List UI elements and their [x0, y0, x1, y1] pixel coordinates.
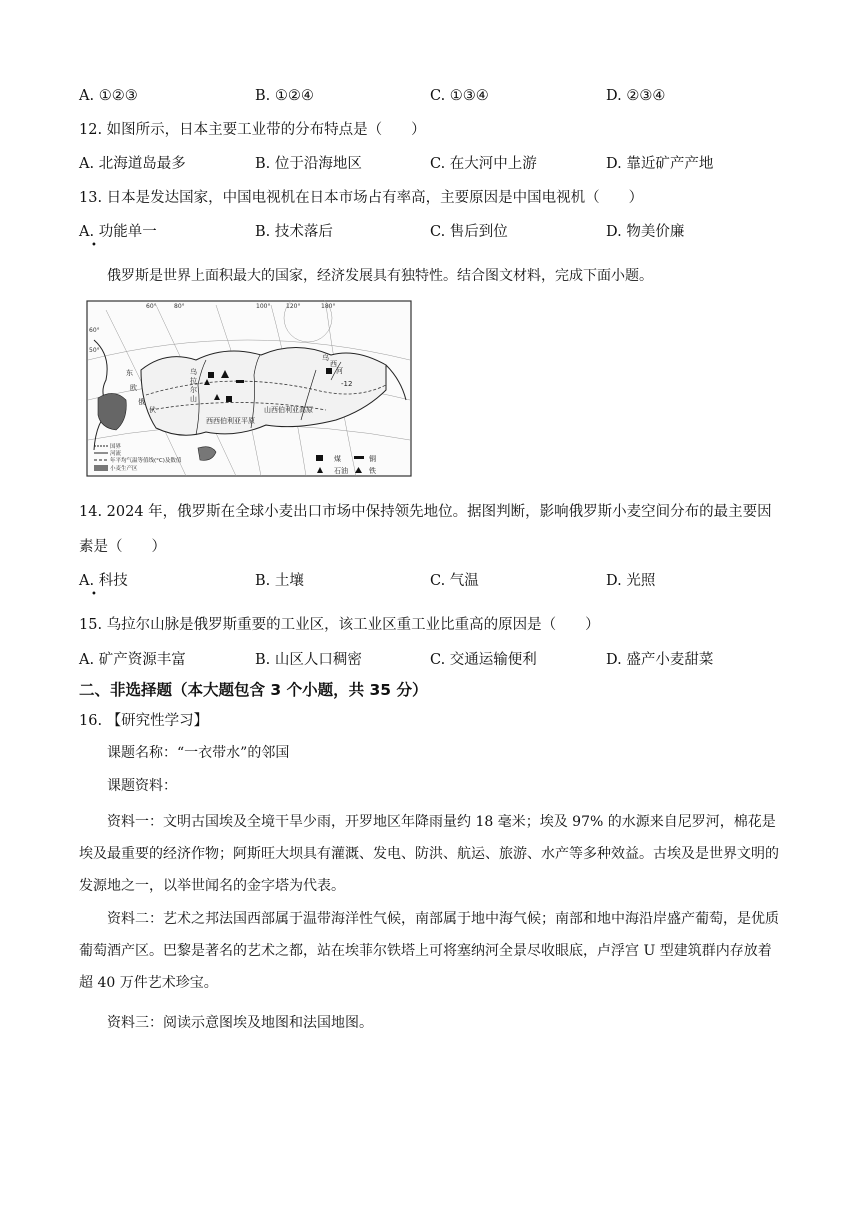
lat-label-50: 50° — [89, 347, 100, 354]
q11-option-b[interactable]: B. ①②④ — [255, 88, 314, 104]
q16-material-title: 课题资料： — [107, 778, 177, 794]
q12-stem: 12. 如图所示，日本主要工业带的分布特点是（ ） — [79, 122, 426, 138]
q16-material2: 资料二：艺术之邦法国西部属于温带海洋性气候，南部属于地中海气候；南部和地中海沿岸盛产葡萄，是优质葡萄酒产区。巴黎是著名的艺术之都，站在埃菲尔铁塔上可将塞纳河全景尽收眼底，卢浮宫 U 型建筑群内存放着超 40 万件艺术珍宝。 — [79, 911, 779, 991]
label-er: 尔 — [190, 386, 197, 394]
q12-option-b[interactable]: B. 位于沿海地区 — [255, 156, 362, 172]
q15-stem: 15. 乌拉尔山脉是俄罗斯重要的工业区，该工业区重工业比重高的原因是（ ） — [79, 617, 600, 633]
q13-option-a[interactable]: A. 功能单一 — [79, 224, 157, 240]
q13-options — [79, 222, 779, 242]
q11-options — [79, 86, 779, 106]
lon-label-120: 120° — [286, 303, 301, 310]
label-central-siberian-plateau: 山西伯利亚高原 — [264, 406, 313, 414]
q15-option-a[interactable]: A. 矿产资源丰富 — [79, 652, 186, 668]
q14-stem-line1: 14. 2024 年，俄罗斯在全球小麦出口市场中保持领先地位。据图判断，影响俄罗斯小麦空间分布的最主要因 — [79, 504, 772, 520]
label-he: 河 — [336, 367, 343, 375]
q16-topic: 课题名称：“一衣带水”的邻国 — [107, 745, 290, 761]
q11-option-a[interactable]: A. ①②③ — [79, 88, 138, 104]
q15-option-c[interactable]: C. 交通运输便利 — [430, 652, 537, 668]
label-west-siberian-plain: 西西伯利亚平原 — [206, 417, 255, 425]
q11-option-d[interactable]: D. ②③④ — [606, 88, 666, 104]
q14-stem-line2: 素是（ ） — [79, 539, 166, 555]
russia-intro: 俄罗斯是世界上面积最大的国家，经济发展具有独特性。结合图文材料，完成下面小题。 — [107, 268, 653, 284]
section2-heading: 二、非选择题（本大题包含 3 个小题，共 35 分） — [79, 681, 428, 699]
q12-option-d[interactable]: D. 靠近矿产产地 — [606, 156, 714, 172]
legend-coal: 煤 — [334, 455, 341, 463]
q16-label: 16. 【研究性学习】 — [79, 713, 209, 729]
legend-wheat: 小麦生产区 — [110, 466, 138, 472]
label-wu: 乌 — [190, 368, 197, 376]
lon-label-100: 100° — [256, 303, 271, 310]
label-la: 拉 — [190, 377, 197, 385]
q13-stem: 13. 日本是发达国家，中国电视机在日本市场占有率高，主要原因是中国电视机（ ） — [79, 190, 644, 206]
q12-options — [79, 154, 779, 174]
legend-iron: 铁 — [369, 467, 376, 475]
q15-options — [79, 650, 779, 670]
legend-isotherm: 年平均气温等值线(°C)及数值 — [110, 458, 182, 464]
q15-option-b[interactable]: B. 山区人口稠密 — [255, 652, 362, 668]
stray-dot: • — [91, 589, 97, 600]
isotherm-label: -12 — [341, 380, 353, 388]
q14-options — [79, 571, 779, 591]
q14-option-d[interactable]: D. 光照 — [606, 573, 656, 589]
stray-dot: • — [91, 240, 97, 251]
q11-option-c[interactable]: C. ①③④ — [430, 88, 489, 104]
q16-material1: 资料一：文明古国埃及全境干旱少雨，开罗地区年降雨量约 18 毫米；埃及 97% 的水源来自尼罗河，棉花是埃及最重要的经济作物；阿斯旺大坝具有灌溉、发电、防洪、航运、旅游、水产等多种效益。古埃及是世界文明的发源地之一，以举世闻名的金字塔为代表。 — [79, 814, 779, 894]
q14-option-b[interactable]: B. 土壤 — [255, 573, 304, 589]
legend-oil: 石油 — [334, 467, 348, 475]
lon-label-60: 60° — [146, 303, 157, 310]
russia-map — [86, 300, 412, 477]
label-ou: 欧 — [130, 384, 137, 392]
label-dong: 东 — [126, 369, 133, 377]
label-wu2: 乌 — [322, 354, 329, 362]
lon-label-80: 80° — [174, 303, 185, 310]
q12-option-c[interactable]: C. 在大河中上游 — [430, 156, 537, 172]
legend-border: 国界 — [110, 444, 122, 450]
label-fu: 伏 — [149, 406, 156, 414]
lat-label-60: 60° — [89, 327, 100, 334]
q13-option-b[interactable]: B. 技术落后 — [255, 224, 333, 240]
legend-copper: 铜 — [369, 455, 376, 463]
q16-material3: 资料三：阅读示意图埃及地图和法国地图。 — [107, 1015, 373, 1031]
label-xi: 西 — [330, 360, 337, 368]
label-e: 俄 — [138, 398, 145, 406]
q12-option-a[interactable]: A. 北海道岛最多 — [79, 156, 186, 172]
q13-option-c[interactable]: C. 售后到位 — [430, 224, 508, 240]
q15-option-d[interactable]: D. 盛产小麦甜菜 — [606, 652, 714, 668]
q14-option-a[interactable]: A. 科技 — [79, 573, 128, 589]
label-shan: 山 — [190, 395, 197, 403]
q13-option-d[interactable]: D. 物美价廉 — [606, 224, 685, 240]
legend-river: 河流 — [110, 451, 122, 457]
lon-label-180: 180° — [321, 303, 336, 310]
q14-option-c[interactable]: C. 气温 — [430, 573, 479, 589]
